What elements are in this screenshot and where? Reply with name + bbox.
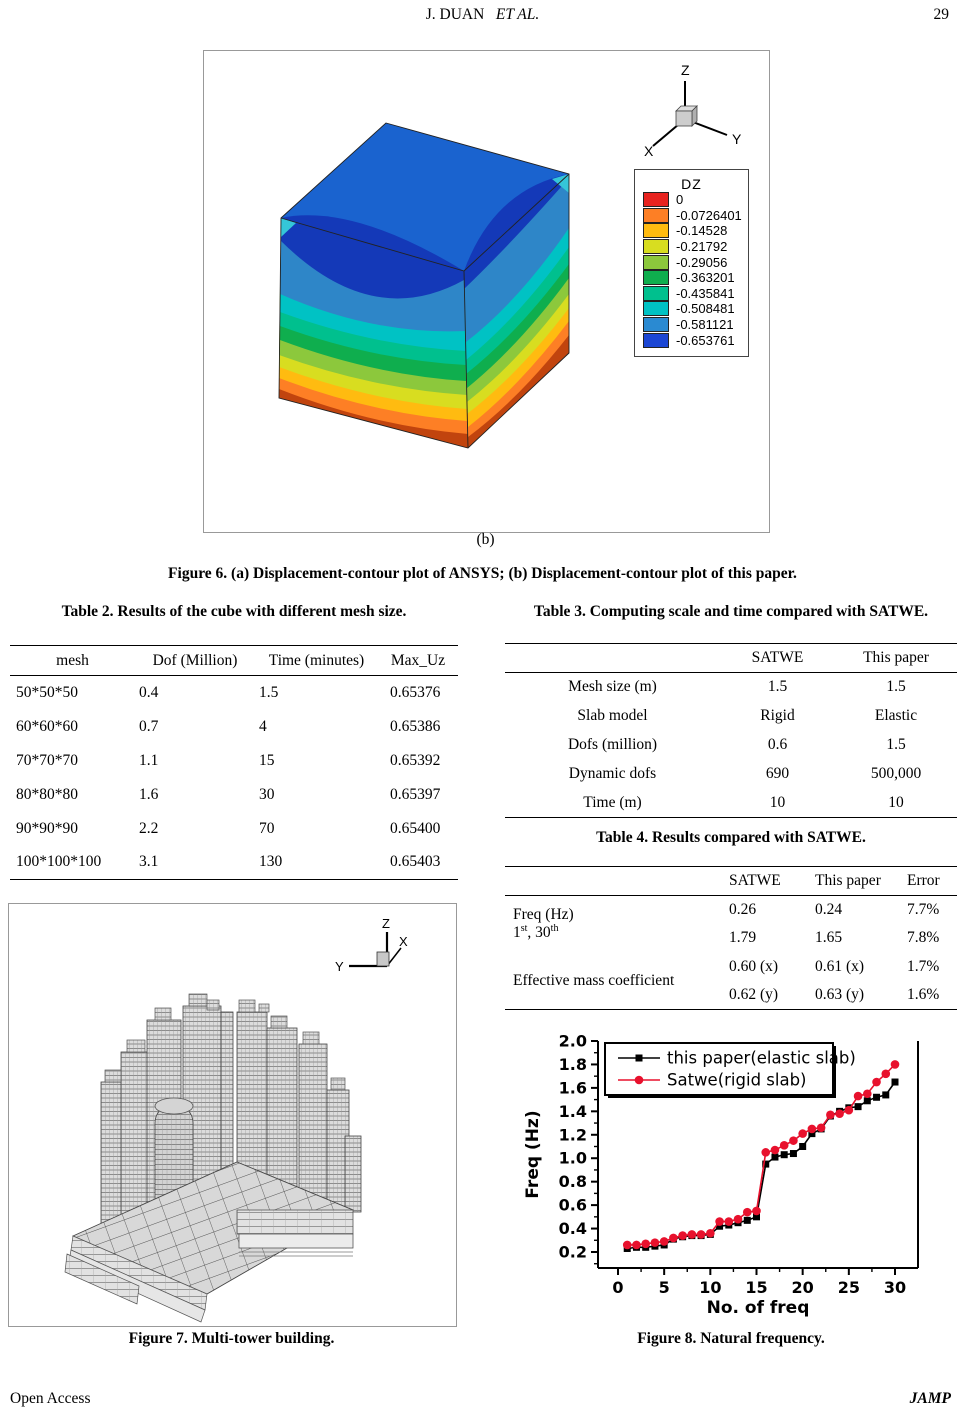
cell: 1.1 [139, 751, 159, 769]
dz-legend-title: DZ [681, 176, 702, 192]
dz-legend-item [643, 239, 748, 255]
dz-legend-rows [635, 192, 748, 348]
svg-text:0.4: 0.4 [558, 1219, 587, 1239]
multi-tower-building-mesh [9, 904, 456, 1326]
column-header: Error [907, 872, 940, 889]
dz-legend-value: 0 [676, 192, 684, 208]
chart-legend [605, 1043, 856, 1098]
table-row [505, 896, 957, 925]
dz-legend-value: -0.21792 [676, 239, 728, 255]
row-group-label: Freq (Hz) 1st, 30th [513, 906, 574, 942]
cell: 1.5 [886, 736, 906, 753]
table-row [10, 846, 458, 880]
cell: 0.65376 [390, 683, 441, 701]
column-header: SATWE [729, 872, 781, 889]
table-row [10, 812, 458, 846]
cell: 0.63 (y) [815, 986, 865, 1003]
dz-legend-item [643, 192, 748, 208]
cell: 500,000 [870, 765, 922, 782]
cell: Dofs (million) [567, 736, 658, 753]
cell: 690 [765, 765, 790, 782]
cell: 1.6 [139, 785, 159, 803]
color-swatch [643, 301, 669, 316]
cell: 2.2 [139, 819, 159, 837]
header-etal: ET AL. [495, 6, 540, 23]
column-header: Time (minutes) [268, 651, 365, 669]
svg-text:1.2: 1.2 [558, 1125, 587, 1145]
dz-legend [634, 169, 749, 357]
dz-legend-value: -0.29056 [676, 254, 728, 270]
svg-text:1.6: 1.6 [558, 1078, 587, 1098]
dz-legend-value: -0.0726401 [676, 207, 742, 223]
cell: 0.62 (y) [729, 986, 779, 1003]
table3-title: Table 3. Computing scale and time compared with SATWE. [533, 603, 929, 620]
svg-text:this paper(elastic slab): this paper(elastic slab) [667, 1048, 856, 1068]
dz-legend-value: -0.435841 [676, 285, 735, 301]
color-swatch [643, 270, 669, 285]
color-swatch [643, 255, 669, 270]
column-header: Dof (Million) [152, 651, 238, 669]
cell: 30 [259, 785, 275, 803]
cell: Time (m) [583, 793, 642, 811]
dz-legend-item [643, 208, 748, 224]
column-header: SATWE [751, 649, 804, 666]
color-swatch [643, 223, 669, 238]
color-swatch [643, 333, 669, 348]
axis-z-label: Z [681, 62, 690, 78]
dz-legend-item [643, 270, 748, 286]
color-swatch [643, 239, 669, 254]
table4 [505, 866, 957, 1010]
svg-text:0.6: 0.6 [558, 1195, 587, 1215]
cell: 50*50*50 [16, 683, 78, 701]
cell: 100*100*100 [16, 853, 102, 871]
figure6-panel [203, 50, 770, 533]
table-row [505, 702, 957, 731]
svg-text:1.0: 1.0 [558, 1148, 587, 1168]
triad-cube-icon [377, 952, 389, 966]
page-number: 29 [933, 6, 949, 23]
table2-title: Table 2. Results of the cube with different mesh size. [61, 603, 407, 620]
cell: Dynamic dofs [568, 765, 657, 782]
svg-text:2.0: 2.0 [558, 1031, 587, 1051]
svg-text:0.2: 0.2 [558, 1242, 587, 1262]
header-author: J. DUAN [425, 6, 485, 23]
column-header [505, 644, 720, 673]
cell: 1.65 [815, 929, 843, 947]
table-row [505, 953, 957, 982]
figure6-sublabel: (b) [476, 531, 495, 548]
cell: 0.65392 [390, 751, 441, 769]
column-header: Max_Uz [390, 651, 446, 669]
cell: 80*80*80 [16, 785, 78, 803]
cell: 7.7% [907, 901, 940, 918]
table2 [10, 645, 458, 880]
cell: 0.65400 [390, 819, 441, 837]
axis-x-label: X [399, 934, 408, 949]
footer-journal: JAMP [909, 1390, 951, 1407]
cell: Mesh size (m) [568, 678, 657, 696]
column-header: This paper [863, 649, 929, 666]
cell: 60*60*60 [16, 717, 78, 735]
dz-legend-value: -0.363201 [676, 270, 735, 286]
svg-text:1.4: 1.4 [558, 1101, 587, 1121]
color-swatch [643, 286, 669, 301]
axis-y-label: Y [335, 959, 344, 974]
color-swatch [643, 317, 669, 332]
row-group-label: Effective mass coefficient [513, 971, 675, 989]
contour-cube [279, 123, 569, 448]
figure7-caption: Figure 7. Multi-tower building. [128, 1330, 335, 1347]
cell: 0.60 (x) [729, 957, 779, 975]
cell: 1.5 [259, 683, 279, 701]
table-row [10, 744, 458, 778]
cell: 10 [888, 793, 904, 811]
cell: 1.5 [767, 678, 788, 696]
cell: 0.24 [815, 901, 843, 918]
cell: 70 [259, 819, 275, 837]
table4-title: Table 4. Results compared with SATWE. [596, 829, 866, 846]
svg-text:No. of freq: No. of freq [706, 1298, 810, 1318]
triad-cube-icon [676, 106, 697, 126]
column-header [505, 867, 723, 896]
table-row [505, 789, 957, 818]
cell: 1.6% [907, 986, 940, 1003]
cell: 1.5 [886, 678, 906, 696]
cell: 70*70*70 [16, 751, 78, 769]
table-row [10, 778, 458, 812]
cell: 3.1 [139, 853, 159, 871]
svg-text:15: 15 [745, 1278, 768, 1297]
svg-text:0: 0 [612, 1278, 624, 1297]
color-swatch [643, 208, 669, 223]
cell: 0.6 [767, 736, 788, 753]
axis-z-label: Z [382, 916, 390, 931]
column-header: This paper [815, 872, 881, 889]
dz-legend-value: -0.581121 [676, 317, 734, 333]
svg-text:25: 25 [837, 1278, 860, 1297]
svg-text:20: 20 [791, 1278, 814, 1297]
color-swatch [643, 192, 669, 207]
svg-text:0.8: 0.8 [558, 1172, 587, 1192]
dz-legend-item [643, 301, 748, 317]
cell: 130 [259, 853, 283, 871]
table-row [10, 710, 458, 744]
dz-legend-value: -0.653761 [676, 332, 735, 348]
cell: 7.8% [907, 929, 940, 947]
dz-legend-item [643, 317, 748, 333]
cell: Elastic [874, 707, 918, 724]
dz-legend-item [643, 223, 748, 239]
axis-x-label: X [644, 143, 654, 159]
table-row [10, 676, 458, 710]
svg-text:1.8: 1.8 [558, 1054, 587, 1074]
dz-legend-value: -0.14528 [676, 223, 728, 239]
cell: 0.65403 [390, 853, 441, 871]
cell: 0.61 (x) [815, 957, 865, 975]
table3 [505, 643, 957, 818]
figure6-caption: Figure 6. (a) Displacement-contour plot of ANSYS; (b) Displacement-contour plot of this paper. [168, 565, 797, 582]
dz-legend-value: -0.508481 [676, 301, 735, 317]
svg-text:10: 10 [699, 1278, 722, 1297]
natural-frequency-chart [520, 1025, 960, 1320]
cell: 10 [769, 793, 786, 811]
column-header: mesh [56, 651, 89, 669]
table-row [505, 673, 957, 702]
page-header [0, 6, 965, 24]
cell: Slab model [577, 707, 648, 724]
cell: 90*90*90 [16, 819, 78, 837]
cell: 15 [259, 751, 275, 769]
cell: 0.65386 [390, 717, 441, 735]
svg-text:30: 30 [883, 1278, 907, 1297]
cell: 0.7 [139, 717, 159, 735]
dz-legend-item [643, 286, 748, 302]
cell: 0.65397 [390, 785, 441, 803]
svg-text:Satwe(rigid slab): Satwe(rigid slab) [667, 1070, 807, 1090]
dz-legend-item [643, 332, 748, 348]
series-this-paper [624, 1079, 899, 1252]
cell: 4 [259, 717, 267, 735]
figure8-caption: Figure 8. Natural frequency. [637, 1330, 825, 1347]
cell: Rigid [760, 707, 795, 724]
footer-open-access: Open Access [10, 1390, 91, 1407]
cell: 0.4 [139, 683, 159, 701]
cell: 1.79 [729, 929, 757, 947]
cell: 1.7% [907, 957, 940, 975]
figure7-panel [8, 903, 457, 1327]
dz-legend-item [643, 254, 748, 270]
cell: 0.26 [729, 901, 757, 918]
svg-text:5: 5 [658, 1278, 670, 1297]
table-row [505, 731, 957, 760]
table-row [505, 760, 957, 789]
svg-text:Freq (Hz): Freq (Hz) [523, 1110, 543, 1199]
axis-y-label: Y [732, 131, 742, 147]
